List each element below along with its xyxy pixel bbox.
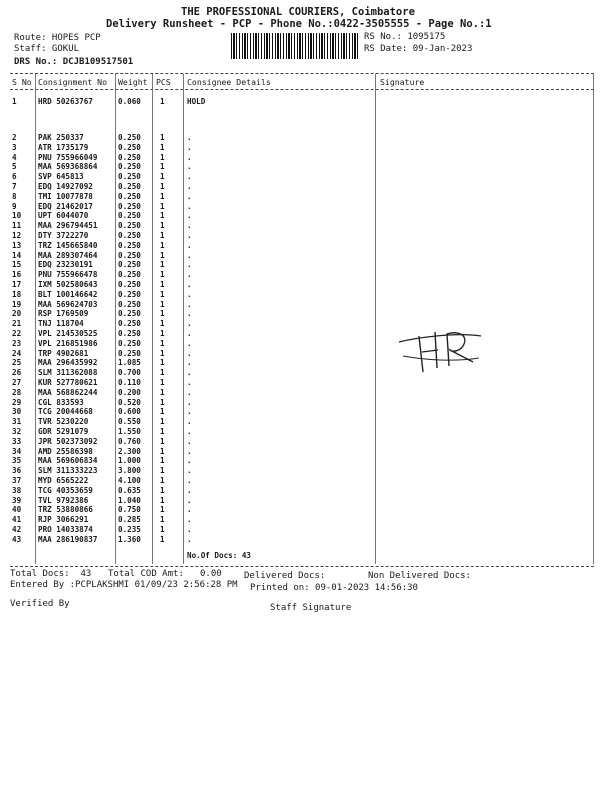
row-consignee-details: .: [187, 427, 192, 436]
row-consignment-no: PAK 250337: [38, 133, 84, 142]
row-weight: 0.250: [118, 299, 141, 309]
row-consignee-details: .: [187, 240, 192, 250]
row-pcs: 1: [160, 378, 165, 387]
row-sno: 7: [12, 182, 17, 191]
row-pcs: 1: [160, 172, 165, 182]
row-weight: 4.100: [118, 476, 141, 485]
table-row: [0, 358, 600, 367]
row-sno: 3: [12, 142, 17, 152]
handwritten-initials-mark: [395, 322, 485, 380]
footer-rule: [10, 566, 594, 567]
row-consignee-details: HOLD: [187, 97, 206, 106]
row-consignment-no: RJP 3066291: [38, 515, 89, 525]
col-sno: S No: [12, 77, 32, 87]
row-weight: 0.250: [118, 338, 141, 348]
company-title: THE PROFESSIONAL COURIERS, Coimbatore: [181, 6, 415, 18]
row-consignment-no: RSP 1769509: [38, 309, 89, 319]
row-weight: 0.110: [118, 378, 141, 387]
row-consignee-details: .: [187, 436, 192, 446]
row-pcs: 1: [160, 201, 165, 211]
row-sno: 6: [12, 172, 17, 182]
table-row: [0, 260, 600, 269]
row-consignee-details: .: [187, 299, 192, 309]
col-consignment: Consignment No: [38, 77, 108, 87]
row-consignment-no: EDQ 14927092: [38, 182, 93, 191]
row-weight: 0.250: [118, 270, 141, 280]
row-pcs: 1: [160, 515, 165, 525]
row-weight: 0.250: [118, 260, 141, 270]
row-weight: 0.250: [118, 172, 141, 182]
row-sno: 26: [12, 368, 22, 378]
row-consignment-no: HRD 50263767: [38, 97, 93, 106]
row-weight: 0.250: [118, 289, 141, 299]
table-row: [0, 280, 600, 289]
row-pcs: 1: [160, 319, 165, 329]
row-consignee-details: .: [187, 162, 192, 172]
delivered-docs: Delivered Docs:: [244, 571, 326, 581]
table-row: [0, 496, 600, 505]
row-pcs: 1: [160, 348, 165, 358]
row-sno: 5: [12, 162, 17, 172]
row-weight: 0.235: [118, 525, 141, 534]
row-consignee-details: .: [187, 485, 192, 495]
row-weight: 1.550: [118, 427, 141, 436]
table-row: [0, 349, 600, 358]
row-consignee-details: .: [187, 407, 192, 417]
printed-on: Printed on: 09-01-2023 14:56:30: [250, 583, 418, 593]
row-consignment-no: MAA 296435992: [38, 358, 98, 368]
table-row: [0, 417, 600, 426]
row-consignment-no: EDQ 21462017: [38, 201, 93, 211]
row-consignment-no: PRO 14033874: [38, 525, 93, 534]
row-consignee-details: .: [187, 387, 192, 397]
row-consignment-no: AMD 25586398: [38, 446, 93, 456]
row-pcs: 1: [160, 309, 165, 319]
row-sno: 10: [12, 211, 22, 221]
row-pcs: 1: [160, 427, 165, 436]
runsheet-title: Delivery Runsheet - PCP - Phone No.:0422-3505555 - Page No.:1: [106, 18, 492, 30]
row-pcs: 1: [160, 338, 165, 348]
row-pcs: 1: [160, 407, 165, 417]
row-consignee-details: .: [187, 525, 192, 534]
row-sno: 12: [12, 231, 22, 240]
row-consignee-details: .: [187, 172, 192, 182]
row-sno: 20: [12, 309, 22, 319]
col-pcs: PCS: [156, 77, 171, 87]
row-consignee-details: .: [187, 280, 192, 289]
table-row: [0, 486, 600, 495]
row-consignment-no: CGL 833593: [38, 397, 84, 407]
row-consignment-no: EDQ 23230191: [38, 260, 93, 270]
table-row: [0, 427, 600, 436]
row-pcs: 1: [160, 397, 165, 407]
row-sno: 16: [12, 270, 22, 280]
row-sno: 19: [12, 299, 22, 309]
table-row: [0, 398, 600, 407]
row-sno: 4: [12, 152, 17, 162]
table-row: [0, 368, 600, 377]
row-sno: 21: [12, 319, 22, 329]
row-sno: 35: [12, 456, 22, 466]
row-consignment-no: BLT 100146642: [38, 289, 98, 299]
row-consignment-no: PNU 755966478: [38, 270, 98, 280]
non-delivered-docs: Non Delivered Docs:: [368, 571, 471, 581]
row-pcs: 1: [160, 299, 165, 309]
row-sno: 41: [12, 515, 22, 525]
row-consignment-no: TNJ 118704: [38, 319, 84, 329]
row-pcs: 1: [160, 211, 165, 221]
row-sno: 13: [12, 240, 22, 250]
table-row: [0, 407, 600, 416]
total-cod-label: Total COD Amt:: [108, 569, 184, 579]
row-consignee-details: .: [187, 534, 192, 544]
row-consignee-details: .: [187, 191, 192, 201]
table-row: [0, 241, 600, 250]
row-sno: 23: [12, 338, 22, 348]
table-row: [0, 476, 600, 485]
row-weight: 0.760: [118, 436, 141, 446]
table-row: [0, 525, 600, 534]
row-sno: 40: [12, 505, 22, 515]
table-row: [0, 162, 600, 171]
row-sno: 11: [12, 221, 22, 231]
row-sno: 43: [12, 534, 22, 544]
row-pcs: 1: [160, 142, 165, 152]
row-weight: 0.250: [118, 348, 141, 358]
row-consignment-no: VPL 216851986: [38, 338, 98, 348]
verified-by: Verified By: [10, 599, 70, 609]
entered-by: Entered By :PCPLAKSHMI 01/09/23 2:56:28 PM: [10, 580, 238, 590]
row-consignment-no: SLM 311333223: [38, 466, 98, 476]
drs-number: DRS No.: DCJB109517501: [14, 57, 134, 67]
row-weight: 0.250: [118, 133, 141, 142]
row-pcs: 1: [160, 97, 165, 106]
table-row: [0, 437, 600, 446]
row-pcs: 1: [160, 436, 165, 446]
row-sno: 36: [12, 466, 22, 476]
row-weight: 0.285: [118, 515, 141, 525]
row-consignee-details: .: [187, 142, 192, 152]
row-sno: 1: [12, 97, 17, 106]
row-weight: 0.635: [118, 485, 141, 495]
row-weight: 0.060: [118, 97, 141, 106]
row-weight: 1.000: [118, 456, 141, 466]
row-sno: 37: [12, 476, 22, 485]
row-sno: 33: [12, 436, 22, 446]
row-consignment-no: TRZ 53880866: [38, 505, 93, 515]
row-consignee-details: .: [187, 250, 192, 260]
table-row: [0, 231, 600, 240]
row-pcs: 1: [160, 182, 165, 191]
row-sno: 24: [12, 348, 22, 358]
table-row: [0, 535, 600, 544]
row-weight: 0.250: [118, 221, 141, 231]
row-consignee-details: .: [187, 270, 192, 280]
table-row: [0, 339, 600, 348]
row-consignee-details: .: [187, 182, 192, 191]
row-consignment-no: TCG 40353659: [38, 485, 93, 495]
col-weight: Weight: [118, 77, 148, 87]
row-consignment-no: MAA 569606834: [38, 456, 98, 466]
table-row: [0, 182, 600, 191]
table-row: [0, 505, 600, 514]
rs-number: RS No.: 1095175: [364, 32, 446, 42]
row-consignment-no: SLM 311362088: [38, 368, 98, 378]
col-signature: Signature: [380, 77, 425, 87]
row-consignee-details: .: [187, 152, 192, 162]
row-consignment-no: DTY 3722270: [38, 231, 89, 240]
row-consignee-details: .: [187, 378, 192, 387]
row-sno: 2: [12, 133, 17, 142]
table-row: [0, 211, 600, 220]
row-pcs: 1: [160, 476, 165, 485]
row-consignment-no: PNU 755966049: [38, 152, 98, 162]
row-consignment-no: UPT 6044070: [38, 211, 89, 221]
row-consignee-details: .: [187, 495, 192, 505]
row-sno: 14: [12, 250, 22, 260]
table-row: [0, 251, 600, 260]
row-consignee-details: .: [187, 446, 192, 456]
row-consignment-no: SVP 645813: [38, 172, 84, 182]
barcode-image: [231, 33, 359, 59]
row-sno: 18: [12, 289, 22, 299]
row-pcs: 1: [160, 368, 165, 378]
row-sno: 28: [12, 387, 22, 397]
row-sno: 15: [12, 260, 22, 270]
total-docs: Total Docs: 43: [10, 569, 92, 579]
row-weight: 0.250: [118, 280, 141, 289]
table-row: [0, 143, 600, 152]
rs-date: RS Date: 09-Jan-2023: [364, 44, 473, 54]
row-sno: 39: [12, 495, 22, 505]
row-consignee-details: .: [187, 466, 192, 476]
row-pcs: 1: [160, 289, 165, 299]
table-row: [0, 388, 600, 397]
row-pcs: 1: [160, 485, 165, 495]
row-consignee-details: .: [187, 211, 192, 221]
row-weight: 0.200: [118, 387, 141, 397]
row-consignee-details: .: [187, 329, 192, 338]
header-bottom-rule: [10, 89, 594, 90]
row-consignment-no: IXM 502580643: [38, 280, 98, 289]
row-sno: 32: [12, 427, 22, 436]
row-consignment-no: TVR 5230220: [38, 417, 89, 427]
row-consignment-no: ATR 1735179: [38, 142, 89, 152]
row-weight: 0.750: [118, 505, 141, 515]
table-row: [0, 172, 600, 181]
row-sno: 31: [12, 417, 22, 427]
row-pcs: 1: [160, 280, 165, 289]
row-pcs: 1: [160, 466, 165, 476]
row-consignee-details: .: [187, 319, 192, 329]
row-pcs: 1: [160, 534, 165, 544]
row-pcs: 1: [160, 260, 165, 270]
table-row: [0, 153, 600, 162]
row-sno: 30: [12, 407, 22, 417]
row-consignee-details: .: [187, 417, 192, 427]
row-pcs: 1: [160, 240, 165, 250]
row-weight: 0.700: [118, 368, 141, 378]
row-consignment-no: TVL 9792386: [38, 495, 89, 505]
row-weight: 0.250: [118, 152, 141, 162]
row-consignment-no: MAA 569624703: [38, 299, 98, 309]
table-row: [0, 300, 600, 309]
total-cod-value: 0.00: [200, 569, 222, 579]
table-row: [0, 133, 600, 142]
staff-label: Staff: GOKUL: [14, 44, 80, 54]
row-weight: 0.550: [118, 417, 141, 427]
row-weight: 0.250: [118, 329, 141, 338]
table-row: [0, 319, 600, 328]
row-consignee-details: .: [187, 358, 192, 368]
row-sno: 34: [12, 446, 22, 456]
row-pcs: 1: [160, 525, 165, 534]
row-consignee-details: .: [187, 397, 192, 407]
row-consignee-details: .: [187, 368, 192, 378]
row-pcs: 1: [160, 495, 165, 505]
row-sno: 9: [12, 201, 17, 211]
no-of-docs: No.Of Docs: 43: [187, 551, 252, 560]
row-weight: 0.250: [118, 142, 141, 152]
row-consignee-details: .: [187, 456, 192, 466]
table-row: [0, 192, 600, 201]
row-weight: 3.800: [118, 466, 141, 476]
row-consignment-no: TCG 20044668: [38, 407, 93, 417]
row-sno: 27: [12, 378, 22, 387]
staff-signature: Staff Signature: [270, 603, 352, 613]
table-row: [0, 515, 600, 524]
row-pcs: 1: [160, 133, 165, 142]
row-consignment-no: MAA 568862244: [38, 387, 98, 397]
row-sno: 25: [12, 358, 22, 368]
row-weight: 1.360: [118, 534, 141, 544]
row-weight: 2.300: [118, 446, 141, 456]
row-consignee-details: .: [187, 476, 192, 485]
row-consignee-details: .: [187, 309, 192, 319]
row-consignee-details: .: [187, 505, 192, 515]
row-consignment-no: TRZ 145665840: [38, 240, 98, 250]
row-consignment-no: KUR 527780621: [38, 378, 98, 387]
row-weight: 0.250: [118, 319, 141, 329]
table-row: [0, 329, 600, 338]
row-weight: 0.250: [118, 162, 141, 172]
row-weight: 0.250: [118, 250, 141, 260]
row-consignee-details: .: [187, 231, 192, 240]
row-consignment-no: TMI 10077878: [38, 191, 93, 201]
row-pcs: 1: [160, 446, 165, 456]
header-top-rule: [10, 73, 594, 74]
row-consignee-details: .: [187, 201, 192, 211]
row-consignment-no: VPL 214530525: [38, 329, 98, 338]
row-pcs: 1: [160, 221, 165, 231]
row-consignment-no: MYD 6565222: [38, 476, 89, 485]
row-pcs: 1: [160, 358, 165, 368]
row-consignee-details: .: [187, 133, 192, 142]
row-pcs: 1: [160, 191, 165, 201]
row-consignment-no: TRP 4902681: [38, 348, 89, 358]
row-sno: 8: [12, 191, 17, 201]
row-pcs: 1: [160, 162, 165, 172]
row-sno: 42: [12, 525, 22, 534]
row-consignee-details: .: [187, 348, 192, 358]
row-pcs: 1: [160, 250, 165, 260]
row-consignee-details: .: [187, 338, 192, 348]
col-details: Consignee Details: [187, 77, 271, 87]
table-row: [0, 447, 600, 456]
table-row: [0, 290, 600, 299]
table-row: [0, 466, 600, 475]
row-pcs: 1: [160, 456, 165, 466]
row-sno: 29: [12, 397, 22, 407]
table-row: [0, 456, 600, 465]
row-consignment-no: MAA 569368864: [38, 162, 98, 172]
row-consignment-no: MAA 286190837: [38, 534, 98, 544]
row-pcs: 1: [160, 231, 165, 240]
row-pcs: 1: [160, 505, 165, 515]
row-consignment-no: MAA 289307464: [38, 250, 98, 260]
row-consignment-no: MAA 296794451: [38, 221, 98, 231]
row-pcs: 1: [160, 329, 165, 338]
row-pcs: 1: [160, 270, 165, 280]
row-weight: 1.085: [118, 358, 141, 368]
row-weight: 0.250: [118, 231, 141, 240]
row-consignee-details: .: [187, 221, 192, 231]
row-weight: 0.250: [118, 201, 141, 211]
row-sno: 38: [12, 485, 22, 495]
row-consignee-details: .: [187, 289, 192, 299]
row-weight: 0.250: [118, 240, 141, 250]
row-weight: 0.250: [118, 211, 141, 221]
table-row: [0, 97, 600, 106]
row-consignee-details: .: [187, 260, 192, 270]
row-weight: 0.250: [118, 182, 141, 191]
route-label: Route: HOPES PCP: [14, 33, 101, 43]
table-row: [0, 221, 600, 230]
row-sno: 22: [12, 329, 22, 338]
row-consignment-no: JPR 502373092: [38, 436, 98, 446]
row-pcs: 1: [160, 387, 165, 397]
table-row: [0, 202, 600, 211]
row-consignee-details: .: [187, 515, 192, 525]
row-weight: 0.600: [118, 407, 141, 417]
row-consignment-no: GDR 5291079: [38, 427, 89, 436]
table-row: [0, 270, 600, 279]
table-row: [0, 378, 600, 387]
row-weight: 0.250: [118, 309, 141, 319]
row-pcs: 1: [160, 152, 165, 162]
row-weight: 0.250: [118, 191, 141, 201]
row-weight: 0.520: [118, 397, 141, 407]
row-weight: 1.040: [118, 495, 141, 505]
row-sno: 17: [12, 280, 22, 289]
row-pcs: 1: [160, 417, 165, 427]
table-row: [0, 309, 600, 318]
